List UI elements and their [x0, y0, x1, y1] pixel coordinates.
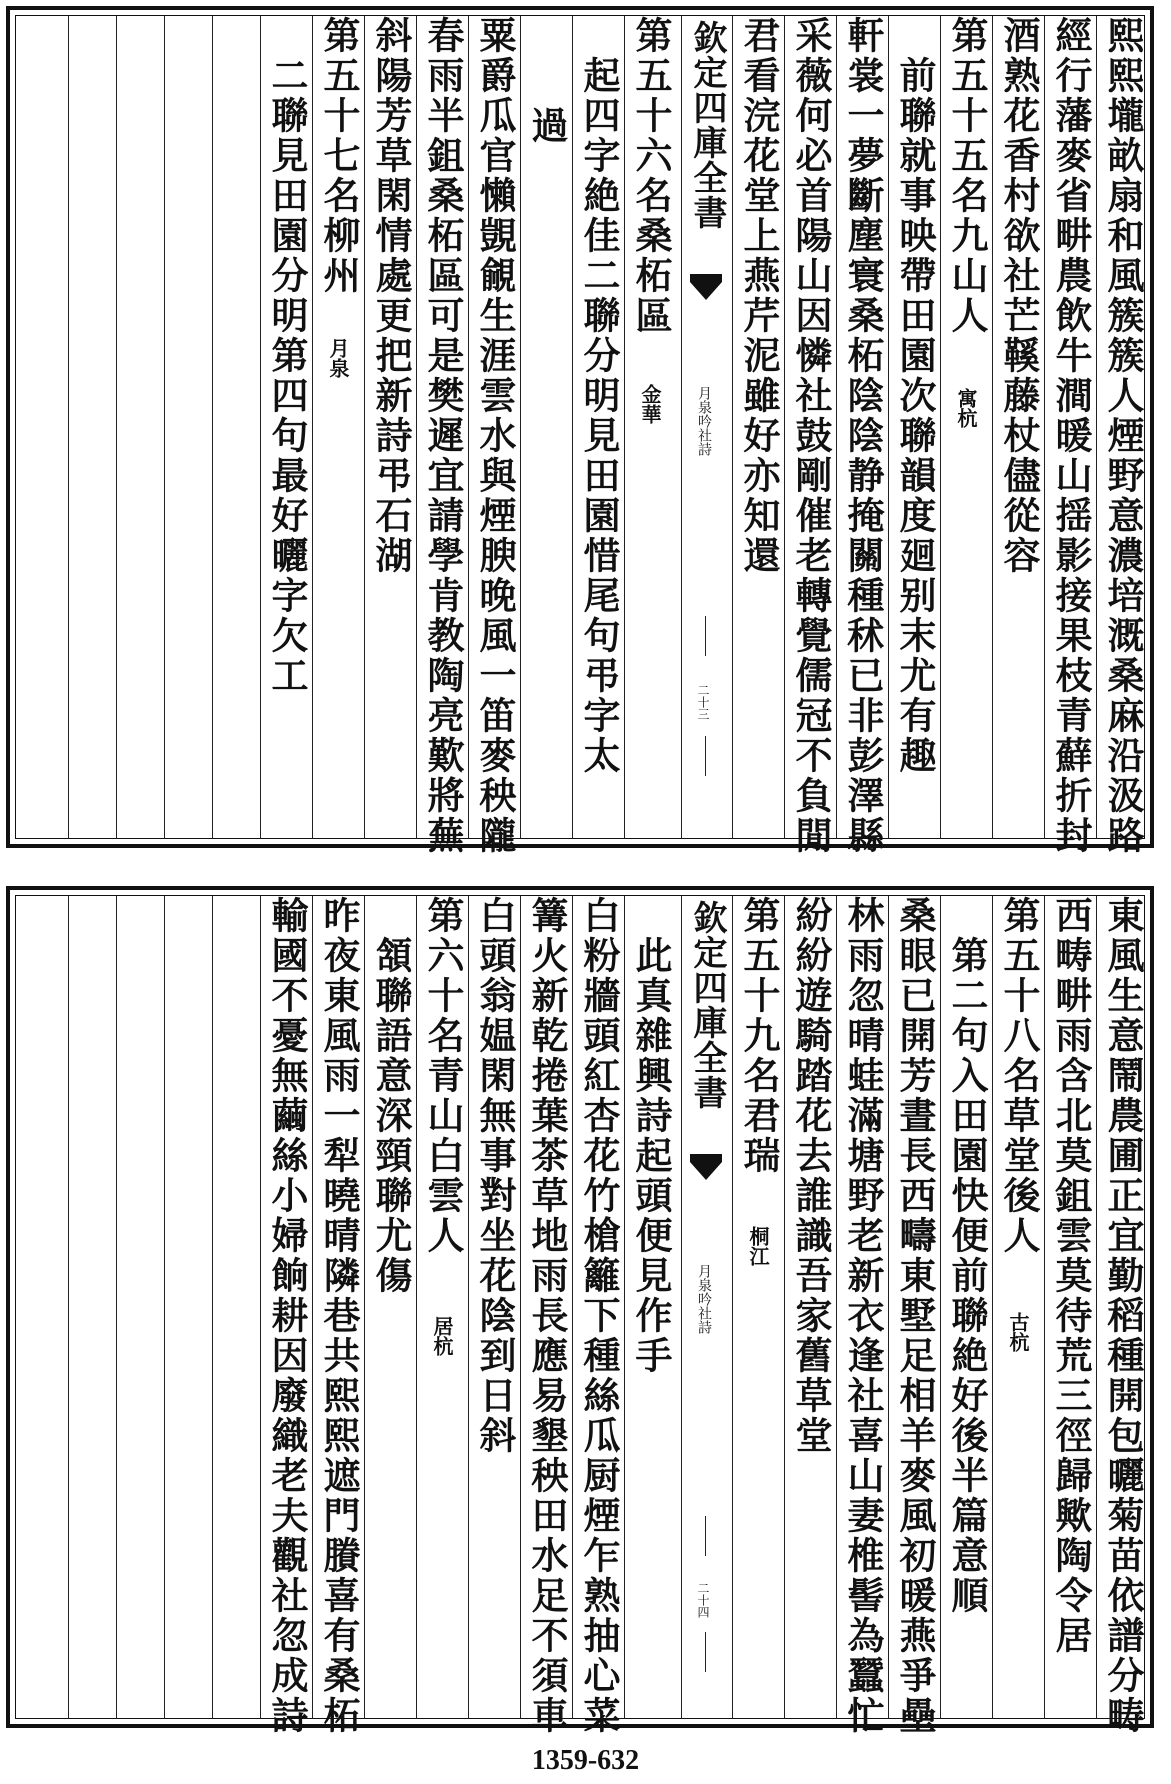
center-fold — [681, 896, 733, 1718]
column-text: 熙熙壠畝扇和風簇簇人煙野意濃培溉桑麻沿汲路 — [1101, 16, 1145, 856]
column-text: 起四字絶佳二聯分明見田園惜尾句弔字太 — [577, 16, 621, 776]
entry-heading — [944, 16, 989, 838]
column-text: 第六十名青山白雲人 — [421, 896, 465, 1256]
column-text: 二聯見田園分明第四句最好曬字欠工 — [265, 16, 309, 696]
commentary-column — [944, 896, 989, 1718]
column-text: 第五十八名草堂後人 — [997, 896, 1041, 1256]
fold-book-title: 欽定四庫全書 — [687, 20, 727, 230]
column-text: 第五十七名柳州 — [317, 16, 361, 296]
column-text: 君看浣花堂上燕芹泥雖好亦知還 — [737, 16, 781, 576]
text-column — [788, 16, 833, 856]
text-column — [996, 16, 1041, 838]
bottom-page-frame — [15, 895, 1145, 1736]
commentary-column — [628, 896, 673, 1718]
entry-heading — [420, 896, 465, 1718]
text-column — [1100, 16, 1145, 856]
column-text: 西畴畊雨含北莫鉏雲莫待荒三徑歸歟陶令居 — [1049, 896, 1093, 1656]
author-note: 金華 — [638, 384, 662, 424]
author-note: 寓杭 — [954, 388, 978, 428]
text-column — [736, 16, 781, 838]
column-text: 經行藩麥省畊農飲牛澗暖山揺影接果枝青蘚折封 — [1049, 16, 1093, 856]
text-column — [264, 896, 309, 1736]
column-text: 第五十五名九山人 — [945, 16, 989, 336]
column-text: 此真雜興詩起頭便見作手 — [629, 896, 673, 1376]
text-column — [472, 896, 517, 1718]
commentary-column — [368, 896, 413, 1718]
text-column — [840, 16, 885, 856]
column-text: 頷聯語意深頸聯尤傷 — [369, 896, 413, 1296]
column-text: 采薇何必首陽山因憐社鼓剛催老轉覺儒冠不負閒 — [789, 16, 833, 856]
fold-book-title: 欽定四庫全書 — [687, 900, 727, 1110]
fishtail-mark — [690, 1162, 722, 1180]
text-column — [788, 896, 833, 1718]
fold-leaf-number: 二十三 — [696, 684, 710, 720]
column-text: 白粉牆頭紅杏花竹槍籬下種絲瓜厨煙乍熟抽心菜 — [577, 896, 621, 1736]
fishtail-mark — [690, 282, 722, 300]
text-column — [1048, 16, 1093, 856]
text-column — [316, 896, 361, 1736]
column-text: 林雨忽晴蛙滿塘野老新衣逢社喜山妻椎髻為蠶忙 — [841, 896, 885, 1736]
column-text: 輸國不憂無繭絲小婦餉耕因廢織老夫觀社忽成詩 — [265, 896, 309, 1736]
fold-middle-title: 月泉吟社詩 — [696, 1264, 712, 1334]
text-column — [472, 16, 517, 856]
column-text: 第二句入田園快便前聯絶好後半篇意順 — [945, 896, 989, 1616]
center-fold — [681, 16, 733, 838]
top-page — [6, 6, 1154, 856]
column-text: 篝火新乾捲葉茶草地雨長應易墾秧田水足不須車 — [525, 896, 569, 1736]
author-note: 居杭 — [430, 1316, 454, 1356]
commentary-column — [576, 16, 621, 838]
column-text: 前聯就事映帶田園次聯韻度廻别末尤有趣 — [893, 16, 937, 776]
column-text: 第五十六名桑柘區 — [629, 16, 673, 336]
column-text: 昨夜東風雨一犁曉晴隣巷共熙熙遮門賸喜有桑柘 — [317, 896, 361, 1736]
commentary-column — [524, 16, 569, 838]
bottom-page — [6, 886, 1154, 1736]
fishtail-mark — [690, 274, 722, 282]
text-column — [840, 896, 885, 1736]
commentary-column — [892, 16, 937, 838]
fishtail-mark — [690, 1154, 722, 1162]
column-text: 東風生意鬧農圃正宜勤稻種開包曬菊苗依譜分畴 — [1101, 896, 1145, 1736]
column-text: 春雨半鉏桑柘區可是樊遲宜請學肯教陶亮歎將蕪 — [421, 16, 465, 856]
text-column — [420, 16, 465, 856]
column-text: 白頭翁媪閑無事對坐花陰到日斜 — [473, 896, 517, 1456]
page-number: 1359-632 — [531, 1745, 640, 1776]
column-text: 過 — [525, 106, 569, 146]
fold-middle-title: 月泉吟社詩 — [696, 386, 712, 456]
author-note: 桐江 — [746, 1226, 770, 1266]
entry-heading — [736, 896, 781, 1718]
text-column — [1100, 896, 1145, 1736]
column-text: 第五十九名君瑞 — [737, 896, 781, 1176]
entry-heading — [316, 16, 361, 838]
column-text: 軒裳一夢斷塵寰桑柘陰陰静掩關種秫已非彭澤縣 — [841, 16, 885, 856]
author-note: 月泉 — [326, 338, 350, 378]
column-text: 酒熟花香村欲社芒鞵藤杖儘從容 — [997, 16, 1041, 576]
entry-heading — [628, 16, 673, 838]
text-column — [1048, 896, 1093, 1718]
column-text: 斜陽芳草閑情處更把新詩弔石湖 — [369, 16, 413, 576]
author-note: 古杭 — [1006, 1312, 1030, 1352]
entry-heading — [996, 896, 1041, 1718]
commentary-column — [264, 16, 309, 838]
fold-leaf-number: 二十四 — [696, 1582, 710, 1618]
text-column — [368, 16, 413, 838]
column-text: 桑眼已開芳晝長西疇東墅足相羊麥風初暖燕爭壘 — [893, 896, 937, 1736]
column-text: 紛紛遊騎踏花去誰識吾家舊草堂 — [789, 896, 833, 1456]
text-column — [892, 896, 937, 1736]
text-column — [576, 896, 621, 1736]
text-column — [524, 896, 569, 1736]
top-page-frame — [15, 15, 1145, 856]
column-text: 粟爵瓜官懶覬覦生涯雲水與煙腴晚風一笛麥秧隴 — [473, 16, 517, 856]
